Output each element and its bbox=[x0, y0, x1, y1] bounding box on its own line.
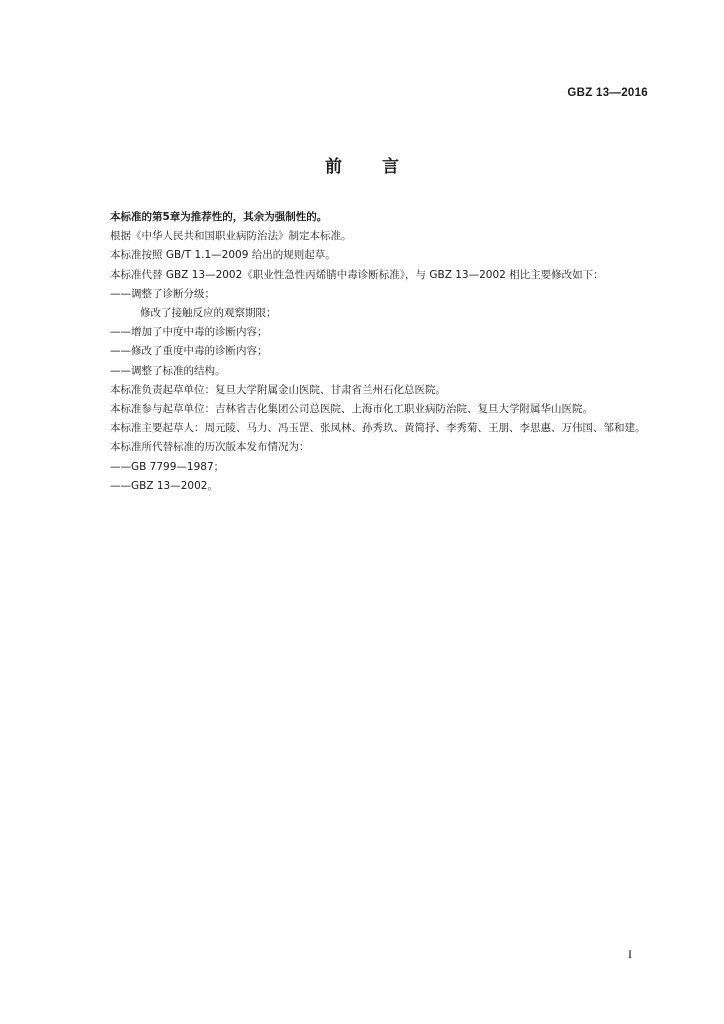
history-item: ——GBZ 13—2002。 bbox=[110, 479, 218, 492]
change-item: ——增加了中度中毒的诊断内容； bbox=[110, 326, 268, 339]
standard-code: GBZ 13—2016 bbox=[567, 87, 648, 99]
change-item: ——调整了诊断分级； bbox=[110, 287, 215, 300]
paragraph-participating-units: 本标准参与起草单位：吉林省吉化集团公司总医院、上海市化工职业病防治院、复旦大学附属华山医院。 bbox=[110, 403, 593, 416]
page-number: I bbox=[628, 947, 632, 961]
paragraph-replaces: 本标准代替 GBZ 13—2002《职业性急性丙烯腈中毒诊断标准》，与 GBZ 13—2002 相比主要修改如下： bbox=[110, 268, 604, 281]
paragraph-drafters: 本标准主要起草人：周元陵、马力、冯玉罡、张凤林、孙秀玖、黄简抒、李秀菊、王朋、李思惠、万伟国、邹和建。 bbox=[110, 422, 646, 435]
paragraph-history-intro: 本标准所代替标准的历次版本发布情况为： bbox=[110, 441, 310, 454]
page-title: 前言 bbox=[325, 157, 439, 177]
paragraph-recommended-clause: 本标准的第5章为推荐性的，其余为强制性的。 bbox=[110, 211, 328, 223]
change-item: ——修改了重度中毒的诊断内容； bbox=[110, 345, 268, 358]
paragraph-responsible-units: 本标准负责起草单位：复旦大学附属金山医院、甘肃省兰州石化总医院。 bbox=[110, 383, 446, 396]
paragraph-drafting-rules: 本标准按照 GB/T 1.1—2009 给出的规则起草。 bbox=[110, 249, 336, 262]
change-item: 修改了接触反应的观察期限； bbox=[140, 307, 277, 320]
foreword-body bbox=[86, 208, 646, 496]
history-item: ——GB 7799—1987； bbox=[110, 460, 225, 473]
paragraph-legal-basis: 根据《中华人民共和国职业病防治法》制定本标准。 bbox=[110, 230, 352, 243]
change-item: ——调整了标准的结构。 bbox=[110, 364, 226, 377]
